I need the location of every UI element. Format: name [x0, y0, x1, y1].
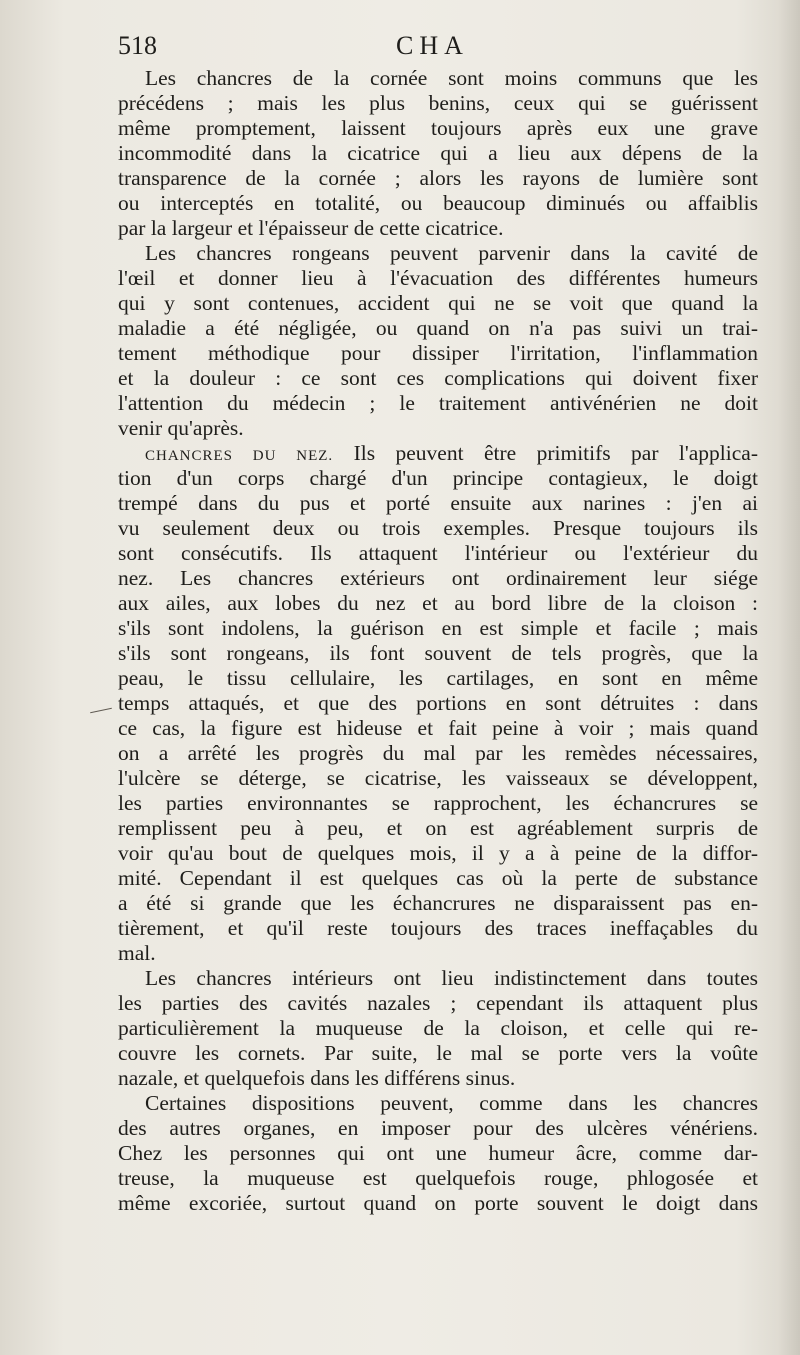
text-line: s'ils sont rongeans, ils font souvent de tels progrès, que la — [118, 641, 758, 665]
page-edge-shadow — [778, 0, 800, 1355]
text-line: nez. Les chancres extérieurs ont ordinairement leur siége — [118, 566, 758, 590]
text-line: peau, le tissu cellulaire, les cartilages, en sont en même — [118, 666, 758, 690]
text-line: temps attaqués, et que des portions en sont détruites : dans — [118, 691, 758, 715]
text-line: incommodité dans la cicatrice qui a lieu aux dépens de la — [118, 141, 758, 165]
section-heading: CHANCRES DU NEZ. — [145, 448, 334, 464]
text-line: venir qu'après. — [118, 416, 244, 440]
text-line-continuation: Ils peuvent être primitifs par l'applica- — [333, 441, 758, 465]
text-line: trempé dans du pus et porté ensuite aux narines : j'en ai — [118, 491, 758, 515]
page-header — [118, 30, 758, 62]
text-line: Les chancres de la cornée sont moins communs que les — [145, 66, 758, 90]
text-line: sont consécutifs. Ils attaquent l'intérieur ou l'extérieur du — [118, 541, 758, 565]
text-line: ce cas, la figure est hideuse et fait peine à voir ; mais quand — [118, 716, 758, 740]
page-number: 518 — [118, 31, 157, 60]
text-line: particulièrement la muqueuse de la cloison, et celle qui re- — [118, 1016, 758, 1040]
text-line: l'œil et donner lieu à l'évacuation des différentes humeurs — [118, 266, 758, 290]
text-line: mité. Cependant il est quelques cas où la perte de substance — [118, 866, 758, 890]
text-line: des autres organes, en imposer pour des ulcères vénériens. — [118, 1116, 758, 1140]
text-line: remplissent peu à peu, et on est agréablement surpris de — [118, 816, 758, 840]
text-line: même promptement, laissent toujours après eux une grave — [118, 116, 758, 140]
text-line: ou interceptés en totalité, ou beaucoup diminués ou affaiblis — [118, 191, 758, 215]
text-line: couvre les cornets. Par suite, le mal se porte vers la voûte — [118, 1041, 758, 1065]
body-text — [118, 66, 758, 1216]
text-line: Les chancres rongeans peuvent parvenir dans la cavité de — [145, 241, 758, 265]
text-line: maladie a été négligée, ou quand on n'a pas suivi un trai- — [118, 316, 758, 340]
text-line: qui y sont contenues, accident qui ne se voit que quand la — [118, 291, 758, 315]
running-head: CHA — [396, 31, 469, 60]
text-line: nazale, et quelquefois dans les différens sinus. — [118, 1066, 516, 1090]
text-line: les parties des cavités nazales ; cependant ils attaquent plus — [118, 991, 758, 1015]
margin-mark — [90, 708, 112, 714]
text-line: Chez les personnes qui ont une humeur âcre, comme dar- — [118, 1141, 758, 1165]
text-line: Certaines dispositions peuvent, comme dans les chancres — [145, 1091, 758, 1115]
text-line: par la largeur et l'épaisseur de cette cicatrice. — [118, 216, 504, 240]
text-line: précédens ; mais les plus benins, ceux qui se guérissent — [118, 91, 758, 115]
text-line: l'attention du médecin ; le traitement antivénérien ne doit — [118, 391, 758, 415]
text-line: aux ailes, aux lobes du nez et au bord libre de la cloison : — [118, 591, 758, 615]
text-line: treuse, la muqueuse est quelquefois rouge, phlogosée et — [118, 1166, 758, 1190]
section-heading-line — [118, 441, 758, 466]
text-line: Les chancres intérieurs ont lieu indistinctement dans toutes — [145, 966, 758, 990]
text-line: l'ulcère se déterge, se cicatrise, les vaisseaux se développent, — [118, 766, 758, 790]
text-line: mal. — [118, 941, 156, 965]
text-line: s'ils sont indolens, la guérison en est simple et facile ; mais — [118, 616, 758, 640]
text-line: vu seulement deux ou trois exemples. Presque toujours ils — [118, 516, 758, 540]
text-line: voir qu'au bout de quelques mois, il y a à peine de la diffor- — [118, 841, 758, 865]
text-line: même excoriée, surtout quand on porte souvent le doigt dans — [118, 1191, 758, 1215]
text-line: tement méthodique pour dissiper l'irritation, l'inflammation — [118, 341, 758, 365]
text-line: les parties environnantes se rapprochent, les échancrures se — [118, 791, 758, 815]
text-line: transparence de la cornée ; alors les rayons de lumière sont — [118, 166, 758, 190]
text-line: et la douleur : ce sont ces complications qui doivent fixer — [118, 366, 758, 390]
text-line: a été si grande que les échancrures ne disparaissent pas en- — [118, 891, 758, 915]
text-line: tièrement, et qu'il reste toujours des traces ineffaçables du — [118, 916, 758, 940]
text-line: on a arrêté les progrès du mal par les remèdes nécessaires, — [118, 741, 758, 765]
text-line: tion d'un corps chargé d'un principe contagieux, le doigt — [118, 466, 758, 490]
